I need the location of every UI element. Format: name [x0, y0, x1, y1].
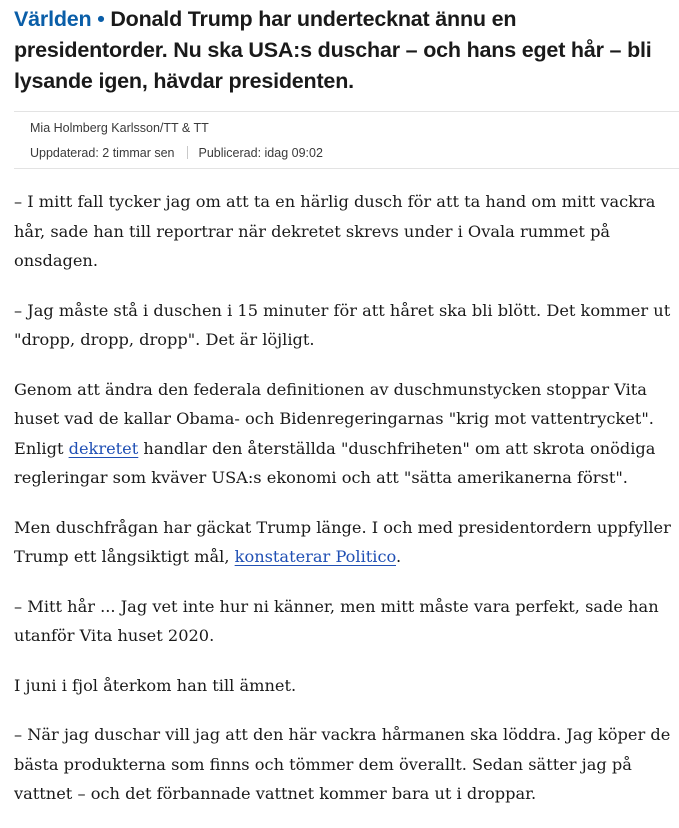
paragraph-3-text: Genom att ändra den federala definitionen av duschmunstycken stoppar Vita huset vad de kallar Obama- och Bidenregeringarnas "krig mot vattentrycket". — [14, 379, 654, 428]
paragraph-6: I juni i fjol återkom han till ämnet. — [14, 675, 297, 695]
paragraph-5: – Mitt hår ... Jag vet inte hur ni känner, men mitt måste vara perfekt, sade han utanför Vita huset 2020. — [14, 596, 659, 645]
meta-separator — [187, 146, 188, 159]
divider-bottom — [14, 168, 679, 169]
paragraph-4 — [14, 513, 674, 572]
dekretet-link[interactable]: dekretet — [68, 438, 139, 458]
section-bullet: • — [97, 7, 105, 31]
paragraph-4-after-link: . — [396, 547, 402, 566]
paragraph-3-after-link: handlar den återställda "duschfriheten" om att skrota onödiga regleringar som kväver USA:s ekonomi och att "sätta amerikanerna först". — [14, 438, 656, 487]
article-meta — [30, 145, 323, 161]
paragraph-7: – När jag duschar vill jag att den här vackra hårmanen ska löddra. Jag köper de bästa produkterna som finns och tömmer dem överallt. Sedan sätter jag på vattnet – och det förbannade vattnet kommer bara ut i droppar. — [14, 725, 671, 803]
paragraph-1: – I mitt fall tycker jag om att ta en härlig dusch för att ta hand om mitt vackra hår, sade han till reportrar när dekretet skrevs under i Ovala rummet på onsdagen. — [14, 192, 656, 270]
updated-time: Uppdaterad: 2 timmar sen — [30, 146, 175, 160]
headline-text: Donald Trump har undertecknat ännu en presidentorder. Nu ska USA:s duschar – och hans eget hår – bli lysande igen, hävdar presidenten. — [14, 7, 652, 93]
divider-top — [14, 111, 679, 112]
article-headline — [14, 4, 670, 97]
paragraph-4-before-link: Men duschfrågan har gäckat Trump länge. I och med presidentordern uppfyller Trump ett långsiktigt mål, — [14, 517, 671, 566]
article-body — [14, 187, 674, 828]
section-link[interactable]: Världen — [14, 7, 92, 31]
politico-link[interactable]: konstaterar Politico — [234, 547, 396, 566]
paragraph-2: – Jag måste stå i duschen i 15 minuter för att håret ska bli blött. Det kommer ut "dropp, dropp, dropp". Det är löjligt. — [14, 300, 671, 349]
byline: Mia Holmberg Karlsson/TT & TT — [30, 121, 209, 135]
paragraph-3 — [14, 375, 674, 493]
published-time: Publicerad: idag 09:02 — [198, 146, 323, 160]
paragraph-3-before-link: Enligt — [14, 438, 69, 458]
